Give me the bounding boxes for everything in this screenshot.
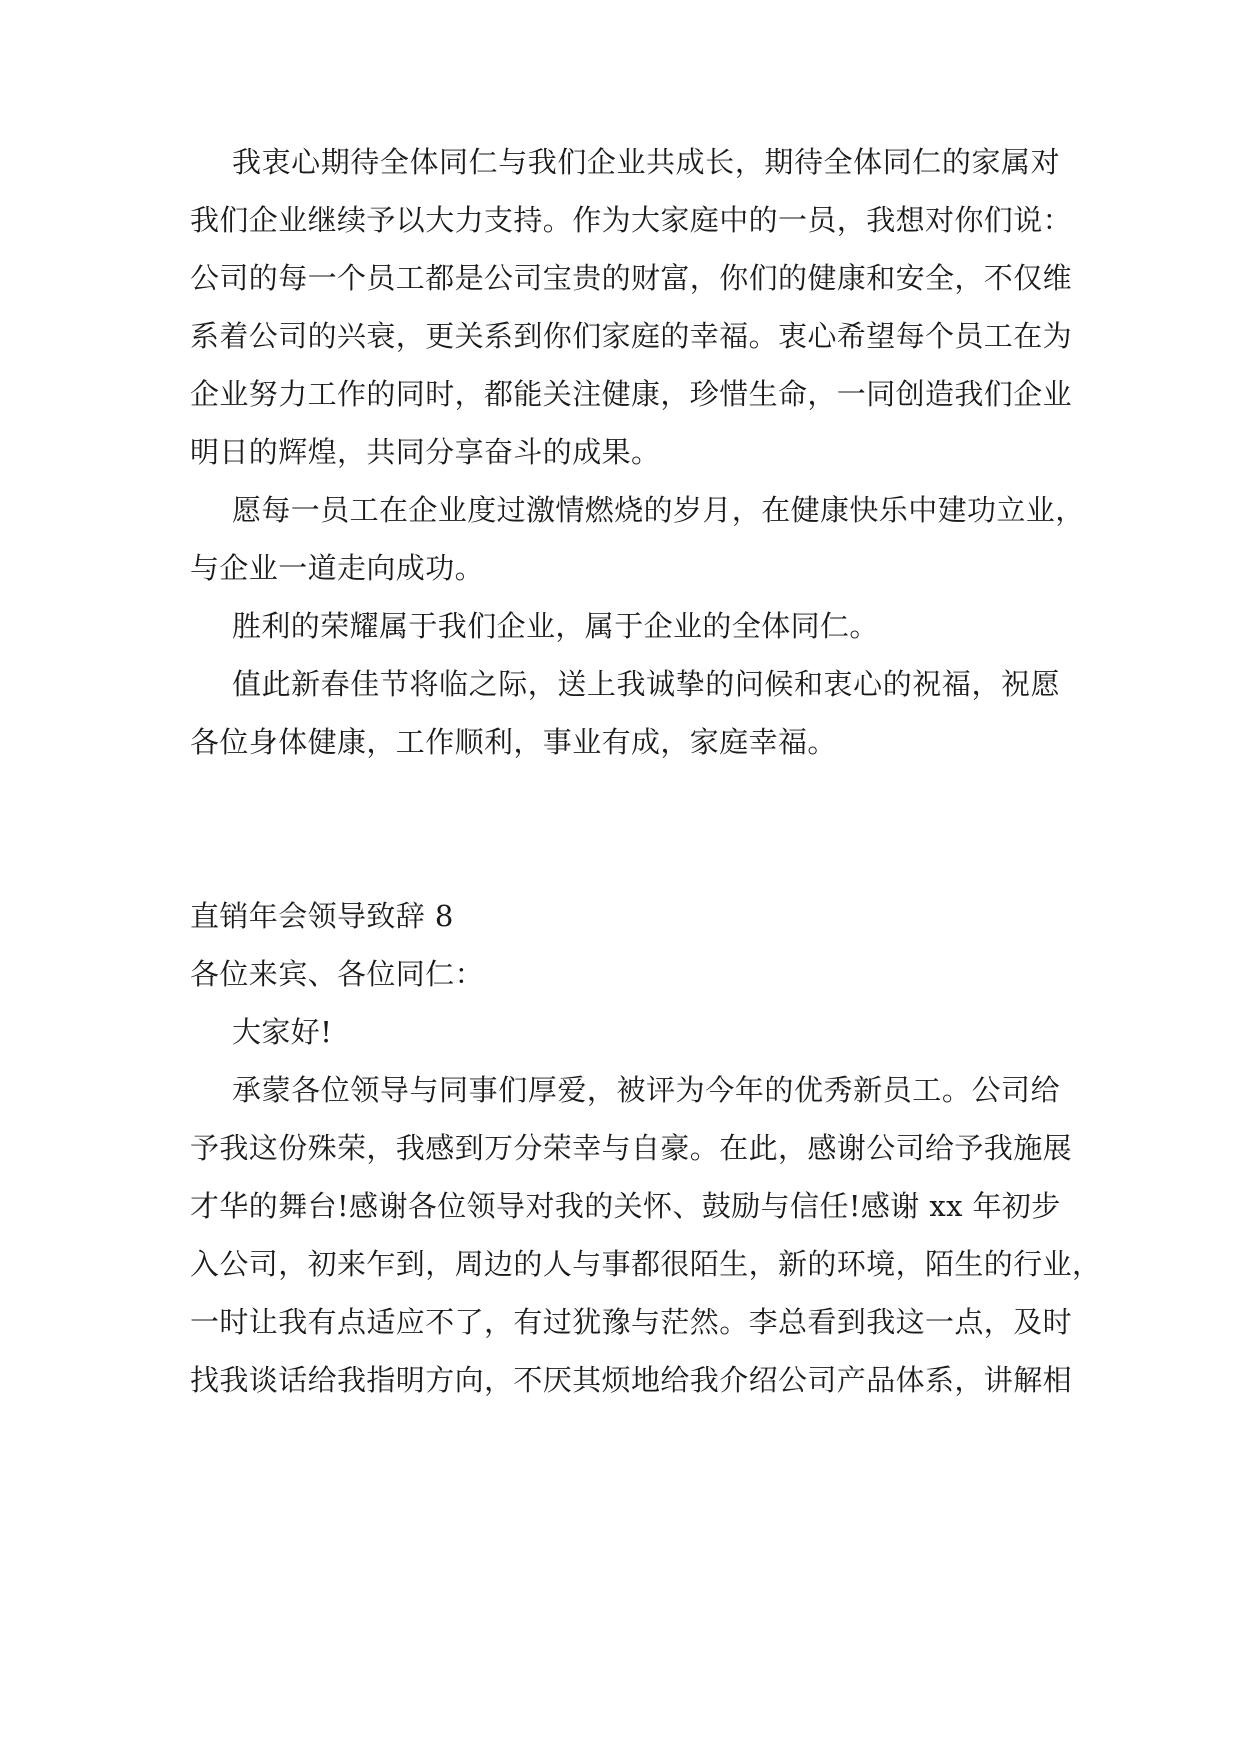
- paragraph-line: 一时让我有点适应不了，有过犹豫与茫然。李总看到我这一点，及时: [190, 1305, 1073, 1339]
- paragraph-line: 公司的每一个员工都是公司宝贵的财富，你们的健康和安全，不仅维: [190, 261, 1073, 295]
- paragraph-line: 各位身体健康，工作顺利，事业有成，家庭幸福。: [190, 725, 837, 759]
- paragraph-line: 企业努力工作的同时，都能关注健康，珍惜生命，一同创造我们企业: [190, 377, 1073, 411]
- salutation: 各位来宾、各位同仁：: [190, 957, 485, 991]
- paragraph-line: 我衷心期待全体同仁与我们企业共成长，期待全体同仁的家属对: [232, 145, 1060, 179]
- paragraph-line: 予我这份殊荣，我感到万分荣幸与自豪。在此，感谢公司给予我施展: [190, 1131, 1073, 1165]
- section-title: 直销年会领导致辞 8: [190, 899, 454, 933]
- paragraph-line: 我们企业继续予以大力支持。作为大家庭中的一员，我想对你们说：: [190, 203, 1073, 237]
- paragraph-line: 入公司，初来乍到，周边的人与事都很陌生，新的环境，陌生的行业，: [190, 1247, 1102, 1281]
- paragraph-line: 找我谈话给我指明方向，不厌其烦地给我介绍公司产品体系，讲解相: [190, 1363, 1073, 1397]
- paragraph-line: 明日的辉煌，共同分享奋斗的成果。: [190, 435, 661, 469]
- paragraph-line: 承蒙各位领导与同事们厚爱，被评为今年的优秀新员工。公司给: [232, 1073, 1060, 1107]
- paragraph-line: 系着公司的兴衰，更关系到你们家庭的幸福。衷心希望每个员工在为: [190, 319, 1073, 353]
- paragraph-line: 胜利的荣耀属于我们企业，属于企业的全体同仁。: [232, 609, 879, 643]
- paragraph-line: 与企业一道走向成功。: [190, 551, 485, 585]
- greeting: 大家好!: [232, 1015, 333, 1049]
- paragraph-line: 值此新春佳节将临之际，送上我诚挚的问候和衷心的祝福，祝愿: [232, 667, 1060, 701]
- paragraph-line: 才华的舞台!感谢各位领导对我的关怀、鼓励与信任!感谢 xx 年初步: [190, 1189, 1061, 1223]
- paragraph-line: 愿每一员工在企业度过激情燃烧的岁月，在健康快乐中建功立业，: [232, 493, 1085, 527]
